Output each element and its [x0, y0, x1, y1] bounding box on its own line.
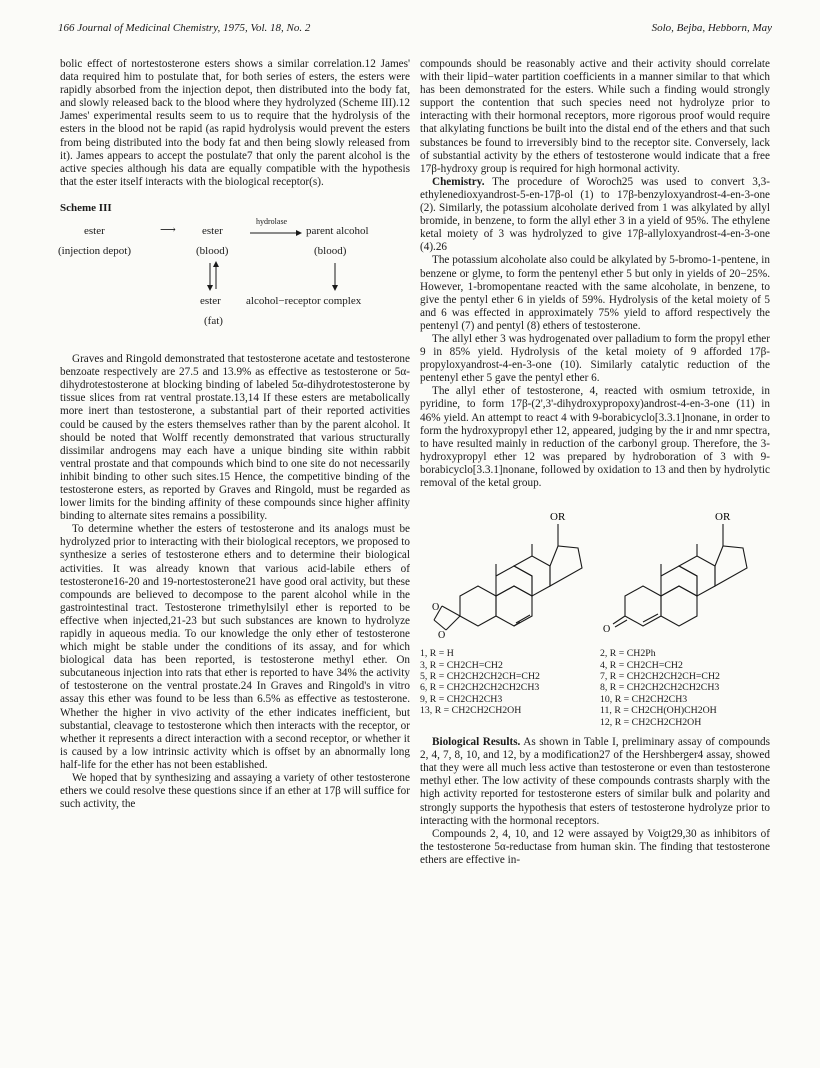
- or-label-left: OR: [550, 511, 566, 524]
- legend-item: 1, R = H: [420, 648, 454, 660]
- ketone-oxygen: O: [603, 624, 611, 636]
- right-column: [420, 58, 770, 867]
- left-paragraph-2: Graves and Ringold demonstrated that testosterone acetate and testosterone benzoate respectively are 27.5 and 13.9% as effective as testosterone or 5α-dihydrotestosterone at blocking binding of labeled 5α-dihydrotestosterone by tissue slices from rat ventral prostate.13,14 If these esters are metabolically more inert than testosterone, a substantial part of their reported activities could be caused by the esters themselves rather than by the parent alcohol. It should be noted that Wolff recently demonstrated that various structurally dissimilar androgens may each have a unique binding site within rabbit ventral prostate and that compounds which bind to one site do not necessarily inhibit binding to other such sites.15 Hence, the competitive binding of the testosterone esters, as reported by Graves and Ringold, must be regarded as lower limits for the binding affinity of these compounds since higher affinity binding to alternate sites remains a possibility.: [60, 353, 410, 523]
- legend-item: 9, R = CH2CH2CH3: [420, 693, 503, 705]
- or-label-right: OR: [715, 511, 731, 524]
- legend-item: 7, R = CH2CH2CH2CH=CH2: [600, 670, 720, 682]
- legend-item: 4, R = CH2CH=CH2: [600, 659, 683, 671]
- header-authors: Solo, Bejba, Hebborn, May: [651, 22, 772, 34]
- legend-item: 6, R = CH2CH2CH2CH2CH3: [420, 682, 540, 694]
- scheme-equilibrium-arrows: [206, 261, 220, 291]
- enone-steroid-structure: [595, 496, 770, 646]
- legend-item: 8, R = CH2CH2CH2CH2CH3: [600, 682, 720, 694]
- legend-right-list: [600, 648, 720, 728]
- legend-item: 13, R = CH2CH2CH2OH: [420, 705, 522, 717]
- left-paragraph-1: bolic effect of nortestosterone esters shows a similar correlation.12 James' data required him to postulate that, for both series of esters, the esters were rapidly absorbed from the injection depot, then distributed into the body fat, and slowly released back to the blood where they hydrolyzed (Scheme III).12 James' experimental results seem to us to require that the hydrolysis of the esters in the blood not be rapid (as rapid hydrolysis would prevent the esters from being distributed into the body fat and then being slowly released from it). James appears to accept the postulate7 that only the parent alcohol is the active species although his data are equally compatible with the hypothesis that the ester itself interacts with the biological receptor(s).: [60, 58, 410, 188]
- scheme-fat: (fat): [204, 315, 223, 328]
- left-paragraph-4: We hoped that by synthesizing and assaying a variety of other testosterone ethers we could resolve these questions since if an ether at 17β will suffice for such activity, the: [60, 772, 410, 811]
- scheme-title: Scheme III: [60, 201, 112, 214]
- scheme-arrow-2: [250, 229, 302, 237]
- chemistry-paragraph: Chemistry. The procedure of Woroch25 was used to convert 3,3-ethylenedioxyandrost-5-en-17β-ol (1) to 17β-benzyloxyandrost-4-en-3-one (2). Similarly, the potassium alcoholate derived from 1 was alkylated by allyl bromide, in benzene, to form the allyl ether 3 in a yield of 95%. The ethylene ketal moiety of 3 was hydrolyzed to give 17β-allyloxyandrost-4-en-3-one (4).26: [420, 175, 770, 254]
- scheme-receptor-complex: alcohol−receptor complex: [246, 295, 362, 308]
- ketal-oxygen-1: O: [432, 602, 440, 614]
- ketal-steroid-structure: [420, 496, 595, 646]
- ketal-oxygen-2: O: [438, 630, 446, 642]
- running-header: [58, 22, 772, 38]
- legend-item: 5, R = CH2CH2CH2CH=CH2: [420, 670, 540, 682]
- chemistry-heading: Chemistry.: [432, 175, 485, 188]
- scheme-blood-2: (blood): [314, 245, 347, 258]
- scheme-iii: [60, 219, 410, 341]
- steroid-structures: [420, 496, 770, 646]
- left-column: [60, 58, 410, 811]
- legend-item: 12, R = CH2CH2CH2OH: [600, 716, 702, 728]
- right-paragraph-4: The allyl ether 3 was hydrogenated over palladium to form the propyl ether 9 in 85% yield. Hydrolysis of the ketal moiety of 9 afforded 17β-propyloxyandrost-4-en-3-one (10). Similarly catalytic reduction of the pentenyl ether 5 gave the pentyl ether 6.: [420, 332, 770, 385]
- legend-item: 10, R = CH2CH2CH3: [600, 693, 688, 705]
- biological-results-paragraph: Biological Results. As shown in Table I, preliminary assay of compounds 2, 4, 7, 8, 10, and 12, by a modification27 of the Hershberger4 assay, showed that they were all much less active than testosterone or even than testosterone methyl ether. The low activity of these compounds contrasts sharply with the high activity reported for testosterone esters of similar bulk and polarity and strongly supports the hypothesis that esters of testosterone hydrolyze prior to interacting with the hormonal receptors.: [420, 736, 771, 827]
- right-paragraph-5: The allyl ether of testosterone, 4, reacted with osmium tetroxide, in pyridine, to form 17β-(2',3'-dihydroxypropoxy)androst-4-en-3-one (11) in 46% yield. An attempt to react 4 with 9-borabicyclo[3.3.1]nonane, in order to form the hydroxypropyl ether 12, appeared, judging by the ir and nmr spectra, to have resulted mainly in reduction of the carbonyl group. Therefore, the 3-hydroxypropyl ether 12 was prepared by hydroboration of 3 with 9-borabicyclo[3.3.1]nonane, followed by oxidation to 13 and then by hydrolytic removal of the ketal group.: [420, 385, 770, 489]
- scheme-hydrolase: hydrolase: [256, 217, 288, 227]
- scheme-ester-1: ester: [84, 225, 105, 238]
- biological-results-heading: Biological Results.: [432, 736, 521, 749]
- scheme-ester-3: ester: [200, 295, 221, 308]
- scheme-arrow-1: ⟶: [160, 224, 176, 237]
- legend-item: 3, R = CH2CH=CH2: [420, 659, 503, 671]
- scheme-ester-2: ester: [202, 225, 223, 238]
- scheme-parent-alcohol: parent alcohol: [306, 225, 369, 238]
- right-paragraph-3: The potassium alcoholate also could be alkylated by 5-bromo-1-pentene, in benzene or glyme, to form the pentenyl ether 5 but only in yields of 20−25%. However, 1-bromopentane reacted with the same alcoholate, in benzene, to give the pentyl ether 6 in yields of 59%. Hydrolysis of the ketal moiety of 5 and 6 was effected in approximately 75% yield to afford respectively the pentenyl (7) and pentyl (8) ethers of testosterone.: [420, 254, 770, 332]
- legend-item: 2, R = CH2Ph: [600, 648, 656, 660]
- header-journal: 166 Journal of Medicinal Chemistry, 1975, Vol. 18, No. 2: [58, 22, 311, 34]
- legend-item: 11, R = CH2CH(OH)CH2OH: [600, 705, 717, 717]
- legend-left-list: [420, 648, 540, 716]
- scheme-down-arrow: [330, 261, 340, 291]
- scheme-injection-depot: (injection depot): [58, 245, 132, 258]
- right-paragraph-1: compounds should be reasonably active and their activity should correlate with their lipid−water partition coefficients in a manner similar to that which has been demonstrated for the esters. While such a finding would strongly support the contention that such species need not hydrolyze prior to interacting with their hormonal receptors, more rigorous proof would require that alkylating functions be built into the distal end of the ethers and that such substances be found to irreversibly bind to the receptor site. Conversely, lack of substantial activity by the ethers of testosterone would indicate that a free 17β-hydroxy group is required for high hormonal activity.: [420, 58, 770, 175]
- compound-legend: [420, 648, 770, 728]
- scheme-blood-1: (blood): [196, 245, 229, 258]
- left-paragraph-3: To determine whether the esters of testosterone and its analogs must be hydrolyzed prior to interacting with their biological receptors, we proposed to synthesize a series of testosterone ethers and to determine their biological activities. It was already known that various acid-labile ethers of testosterone16-20 and 19-nortestosterone21 have good oral activity, but these compounds are believed to decompose to the parent alcohol while in the gastrointestinal tract. Testosterone trimethylsilyl ether is reported to be effective when injected,21-23 but such substances are known to hydrolyze rapidly in aqueous media. To our knowledge the only ether of testosterone which might be stable under the conditions of its assay, and for which biological data has been reported, is testosterone methyl ether. On subcutaneous injection into rats that ether is reported to have 34% the activity of testosterone on the ventral prostate.24 In Graves and Ringold's in vitro assay this ether was found to be less than 6.5% as effective as testosterone. Whether the higher in vivo activity of the ether indicates inefficient, but substantial, cleavage to testosterone which then interacts with the receptor, or whether it represents a direct interaction with a second receptor, or whether it is caused by a low intrinsic activity which is offset by an abnormally long half-life for the ether has not been established.: [60, 523, 410, 771]
- right-paragraph-7: Compounds 2, 4, 10, and 12 were assayed by Voigt29,30 as inhibitors of the testosterone 5α-reductase from human skin. The finding that testosterone ethers are effective in-: [420, 827, 770, 866]
